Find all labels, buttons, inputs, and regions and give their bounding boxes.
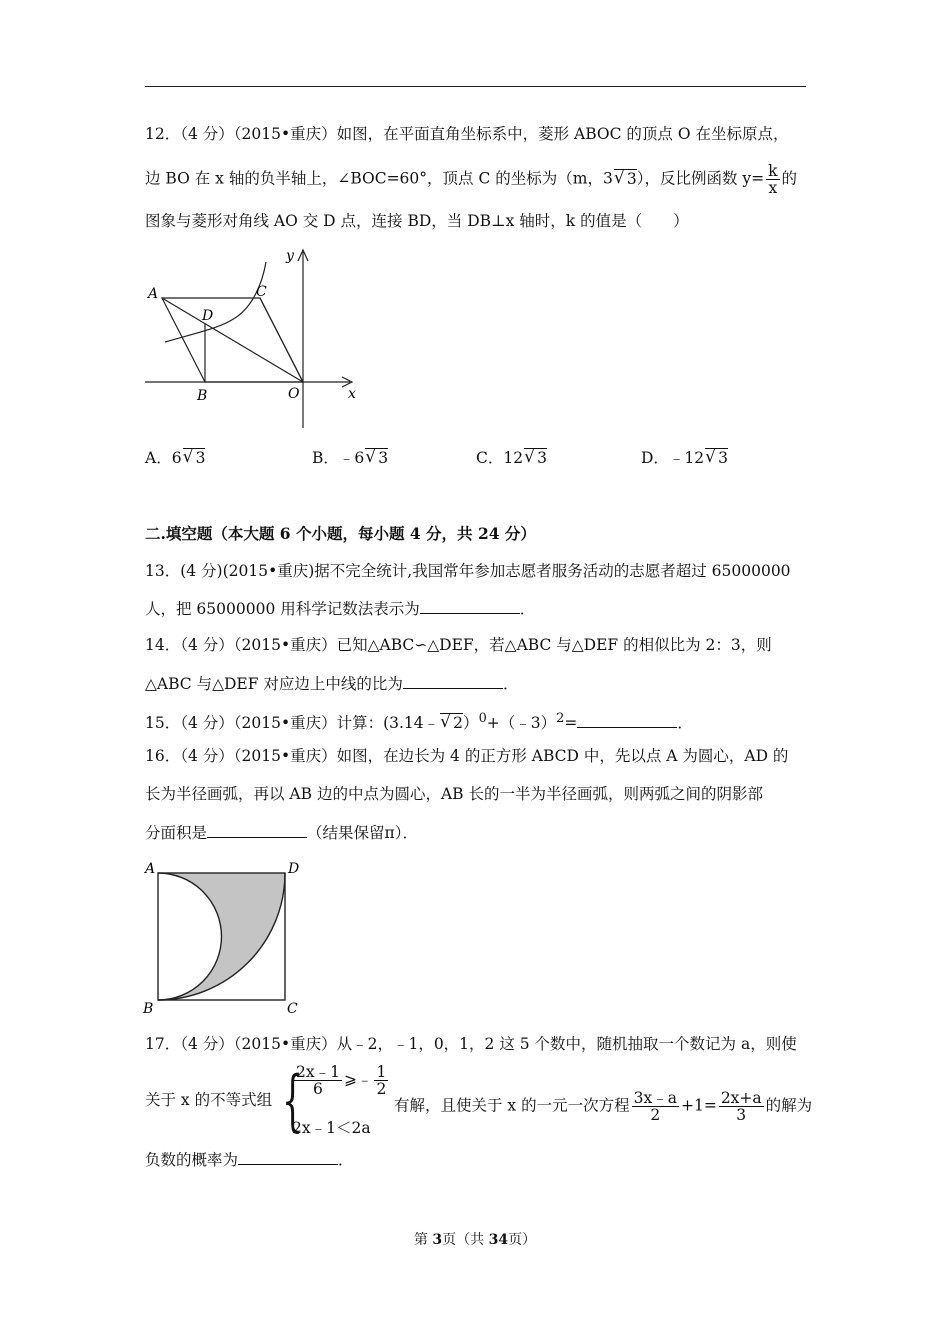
label-a: A [145, 861, 156, 877]
q12-line2: 边 BO 在 x 轴的负半轴上，∠BOC=60°，顶点 C 的坐标为（m，3√ 3），反比例函数 y= $\frac{k}{x}$ 的 [145, 163, 797, 196]
label-c: C [256, 284, 267, 300]
q12-option-d: D．﹣12√ 3 [641, 448, 728, 468]
label-d: D [202, 308, 214, 324]
q17-line2-rest: 有解，且使关于 x 的一元一次方程 $\frac{3x﹣a}{2}$ +1= $\frac{2x+a}{3}$ 的解为 [394, 1089, 813, 1124]
fraction-k-over-x: $\frac{k}{x}$ [768, 162, 778, 197]
inequality-1: $\frac{2x﹣1}{6}$ ⩾﹣ $\frac{1}{2}$ [296, 1063, 387, 1098]
label-x: x [348, 386, 356, 402]
inequality-2: 2x﹣1＜2a [292, 1119, 371, 1137]
q14-answer-blank[interactable] [403, 672, 503, 689]
section-2-heading: 二.填空题（本大题 6 个小题，每小题 4 分，共 24 分） [145, 524, 536, 543]
sqrt-3: √ 3 [614, 169, 637, 188]
q13-answer-blank[interactable] [420, 597, 520, 614]
q15-line: 15．（4 分）（2015•重庆）计算：(3.14﹣√ 2）$^0$+（﹣3）$^2$= ． [145, 709, 693, 733]
q16-line2: 长为半径画弧，再以 AB 边的中点为圆心，AB 长的一半为半径画弧，则两弧之间的阴影部 [145, 785, 763, 803]
q12-option-a: A．6√ 3 [145, 448, 205, 468]
inequality-system [282, 1064, 392, 1138]
label-c: C [287, 1001, 298, 1017]
q17-line1: 17．（4 分）（2015•重庆）从﹣2，﹣1，0，1，2 这 5 个数中，随机抽取一个数记为 a，则使 [145, 1035, 797, 1053]
q13-line1: 13．(4 分)(2015•重庆)据不完全统计,我国常年参加志愿者服务活动的志愿者超过 65000000 [145, 562, 791, 580]
q17-answer-blank[interactable] [238, 1148, 338, 1165]
q15-answer-blank[interactable] [577, 711, 677, 728]
q17-line2-lead: 关于 x 的不等式组 [145, 1091, 273, 1109]
q16-answer-blank[interactable] [207, 821, 307, 838]
q12-option-c: C．12√ 3 [476, 448, 547, 468]
label-d: D [288, 861, 300, 877]
q12-line3: 图象与菱形对角线 AO 交 D 点，连接 BD，当 DB⊥x 轴时，k 的值是（ ） [145, 212, 689, 230]
eq-left-fraction: $\frac{3x﹣a}{2}$ [633, 1089, 677, 1124]
q16-line3: 分面积是 （结果保留π）． [145, 821, 418, 843]
q14-line2: △ABC 与△DEF 对应边上中线的比为 ． [145, 672, 518, 694]
label-y: y [286, 248, 294, 264]
label-a: A [148, 286, 159, 302]
page-footer: 第 3页（共 34页） [413, 1232, 537, 1248]
q13-line2: 人，把 65000000 用科学记数法表示为 ． [145, 597, 535, 619]
q12-option-b: B．﹣6√ 3 [312, 448, 388, 468]
q16-figure [140, 855, 310, 1020]
label-b: B [197, 388, 208, 404]
header-rule [145, 86, 806, 87]
label-o: O [288, 386, 300, 402]
q12-figure [140, 240, 370, 430]
q14-line1: 14．（4 分）（2015•重庆）已知△ABC∽△DEF，若△ABC 与△DEF 的相似比为 2：3，则 [145, 636, 772, 654]
brace: { [282, 1062, 303, 1139]
q17-line3: 负数的概率为 ． [145, 1148, 354, 1170]
eq-right-fraction: $\frac{2x+a}{3}$ [720, 1089, 762, 1124]
label-b: B [143, 1001, 154, 1017]
q12-line1: 12．（4 分）（2015•重庆）如图，在平面直角坐标系中，菱形 ABOC 的顶点 O 在坐标原点， [145, 125, 789, 143]
q16-line1: 16．（4 分）（2015•重庆）如图，在边长为 4 的正方形 ABCD 中，先以点 A 为圆心，AD 的 [145, 747, 789, 765]
